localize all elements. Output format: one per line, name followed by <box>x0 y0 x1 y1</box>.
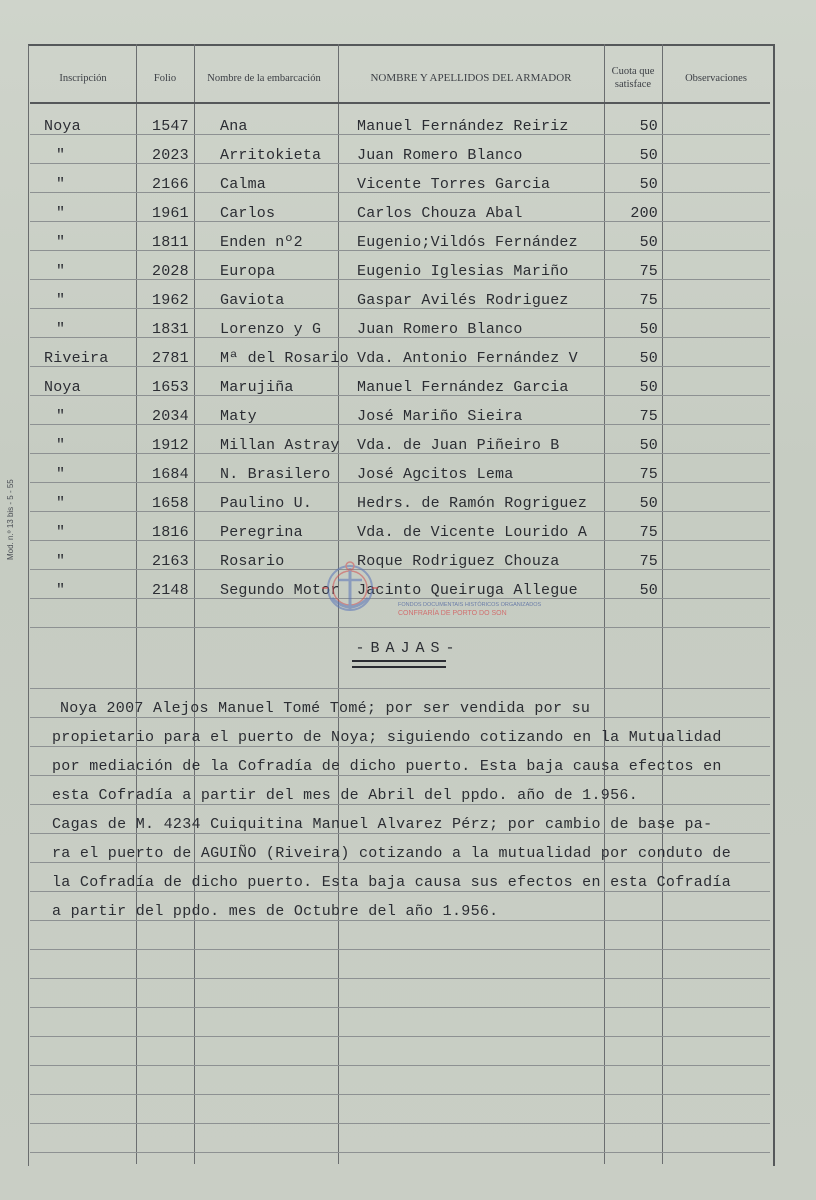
cuota-cell: 75 <box>639 263 658 280</box>
inscripcion-cell: " <box>56 263 66 280</box>
table-row <box>0 234 816 262</box>
cuota-cell: 50 <box>639 118 658 135</box>
armador-cell: Manuel Fernández Reiriz <box>357 118 569 135</box>
inscripcion-cell: " <box>56 524 66 541</box>
cuota-cell: 75 <box>639 466 658 483</box>
header-cuota: Cuota que satisface <box>611 66 655 90</box>
bajas-line: la Cofradía de dicho puerto. Esta baja causa sus efectos en esta Cofradía <box>52 874 732 891</box>
inscripcion-cell: " <box>56 408 66 425</box>
bajas-underline <box>352 660 446 668</box>
folio-cell: 1547 <box>152 118 189 135</box>
armador-cell: Carlos Chouza Abal <box>357 205 523 222</box>
table-row <box>0 147 816 175</box>
inscripcion-cell: " <box>56 147 66 164</box>
armador-cell: Gaspar Avilés Rodriguez <box>357 292 569 309</box>
table-row <box>0 524 816 552</box>
armador-cell: Vicente Torres Garcia <box>357 176 551 193</box>
confraria-seal <box>312 558 388 624</box>
bajas-title: -BAJAS- <box>355 640 461 657</box>
cuota-cell: 50 <box>639 437 658 454</box>
inscripcion-cell: " <box>56 176 66 193</box>
cuota-cell: 50 <box>639 176 658 193</box>
ruled-line <box>30 1094 770 1095</box>
inscripcion-cell: Noya <box>44 118 81 135</box>
cuota-cell: 50 <box>639 495 658 512</box>
folio-cell: 2781 <box>152 350 189 367</box>
folio-cell: 1962 <box>152 292 189 309</box>
armador-cell: Vda. de Juan Piñeiro B <box>357 437 560 454</box>
table-row <box>0 408 816 436</box>
inscripcion-cell: Riveira <box>44 350 109 367</box>
table-row <box>0 379 816 407</box>
embarcacion-cell: Lorenzo y G <box>220 321 322 338</box>
cuota-cell: 200 <box>630 205 658 222</box>
inscripcion-cell: " <box>56 437 66 454</box>
cuota-cell: 75 <box>639 524 658 541</box>
armador-cell: Juan Romero Blanco <box>357 321 523 338</box>
folio-cell: 2034 <box>152 408 189 425</box>
ruled-line <box>30 1065 770 1066</box>
ruled-line <box>30 1036 770 1037</box>
bajas-line: propietario para el puerto de Noya; siguiendo cotizando en la Mutualidad <box>52 729 722 746</box>
embarcacion-cell: Millan Astray <box>220 437 340 454</box>
table-row <box>0 118 816 146</box>
armador-cell: Juan Romero Blanco <box>357 147 523 164</box>
embarcacion-cell: Marujiña <box>220 379 294 396</box>
ruled-line <box>30 1007 770 1008</box>
bajas-line: a partir del ppdo. mes de Octubre del año 1.956. <box>52 903 499 920</box>
embarcacion-cell: Enden nº2 <box>220 234 303 251</box>
table-row <box>0 350 816 378</box>
embarcacion-cell: Europa <box>220 263 276 280</box>
inscripcion-cell: " <box>56 321 66 338</box>
table-row <box>0 321 816 349</box>
folio-cell: 2163 <box>152 553 189 570</box>
cuota-cell: 75 <box>639 408 658 425</box>
inscripcion-cell: " <box>56 582 66 599</box>
cuota-cell: 50 <box>639 234 658 251</box>
cuota-cell: 75 <box>639 292 658 309</box>
bajas-line: Cagas de M. 4234 Cuiquitina Manuel Alvarez Pérz; por cambio de base pa- <box>52 816 713 833</box>
bajas-line: ra el puerto de AGUIÑO (Riveira) cotizando a la mutualidad por conduto de <box>52 845 732 862</box>
bajas-line: por mediación de la Cofradía de dicho puerto. Esta baja causa efectos en <box>52 758 722 775</box>
armador-cell: Vda. de Vicente Lourido A <box>357 524 588 541</box>
embarcacion-cell: Maty <box>220 408 257 425</box>
armador-cell: José Mariño Sieira <box>357 408 523 425</box>
folio-cell: 2166 <box>152 176 189 193</box>
header-inscripcion: Inscripción <box>59 72 107 84</box>
ruled-line <box>30 920 770 921</box>
table-row <box>0 466 816 494</box>
cuota-cell: 50 <box>639 379 658 396</box>
header-nombre-embarcacion: Nombre de la embarcación <box>207 72 321 84</box>
ruled-line <box>30 775 770 776</box>
inscripcion-cell: " <box>56 292 66 309</box>
form-model-note: Mod. n.º 13 bis - 5 - 55 <box>6 479 15 560</box>
armador-cell: Manuel Fernández Garcia <box>357 379 569 396</box>
cuota-cell: 50 <box>639 350 658 367</box>
inscripcion-cell: " <box>56 466 66 483</box>
inscripcion-cell: Noya <box>44 379 81 396</box>
inscripcion-cell: " <box>56 495 66 512</box>
folio-cell: 2023 <box>152 147 189 164</box>
embarcacion-cell: Paulino U. <box>220 495 313 512</box>
folio-cell: 1658 <box>152 495 189 512</box>
header-armador: NOMBRE Y APELLIDOS DEL ARMADOR <box>370 71 572 84</box>
cuota-cell: 50 <box>639 321 658 338</box>
table-row <box>0 205 816 233</box>
ruled-line <box>30 688 770 689</box>
folio-cell: 1961 <box>152 205 189 222</box>
armador-cell: Roque Rodriguez Chouza <box>357 553 560 570</box>
embarcacion-cell: Gaviota <box>220 292 285 309</box>
embarcacion-cell: Peregrina <box>220 524 303 541</box>
cuota-cell: 50 <box>639 582 658 599</box>
inscripcion-cell: " <box>56 205 66 222</box>
ruled-line <box>30 746 770 747</box>
embarcacion-cell: Mª del Rosario <box>220 350 349 367</box>
ruled-line <box>30 978 770 979</box>
ruled-line <box>30 891 770 892</box>
armador-cell: Hedrs. de Ramón Rogriguez <box>357 495 588 512</box>
ruled-line <box>30 949 770 950</box>
embarcacion-cell: Segundo Motor <box>220 582 340 599</box>
embarcacion-cell: Rosario <box>220 553 285 570</box>
header-divider <box>30 102 770 104</box>
ruled-line <box>30 1123 770 1124</box>
ruled-line <box>30 833 770 834</box>
folio-cell: 1653 <box>152 379 189 396</box>
folio-cell: 1831 <box>152 321 189 338</box>
folio-cell: 1684 <box>152 466 189 483</box>
embarcacion-cell: Calma <box>220 176 267 193</box>
armador-cell: Jacinto Queiruga Allegue <box>357 582 578 599</box>
seal-caption: FONDOS DOCUMENTAIS HISTÓRICOS ORGANIZADOS <box>398 602 542 608</box>
ruled-line <box>30 627 770 628</box>
armador-cell: Eugenio;Vildós Fernández <box>357 234 578 251</box>
folio-cell: 2028 <box>152 263 189 280</box>
ruled-line <box>30 804 770 805</box>
table-row <box>0 437 816 465</box>
folio-cell: 1912 <box>152 437 189 454</box>
table-row <box>0 263 816 291</box>
embarcacion-cell: Ana <box>220 118 248 135</box>
header-folio: Folio <box>153 72 177 84</box>
armador-cell: José Agcitos Lema <box>357 466 514 483</box>
embarcacion-cell: Carlos <box>220 205 276 222</box>
armador-cell: Eugenio Iglesias Mariño <box>357 263 569 280</box>
ruled-line <box>30 1152 770 1153</box>
ruled-line <box>30 862 770 863</box>
inscripcion-cell: " <box>56 234 66 251</box>
ruled-line <box>30 717 770 718</box>
bajas-line: esta Cofradía a partir del mes de Abril del ppdo. año de 1.956. <box>52 787 638 804</box>
folio-cell: 2148 <box>152 582 189 599</box>
cuota-cell: 50 <box>639 147 658 164</box>
seal-caption-confraria: CONFRARÍA DE PORTO DO SON <box>398 610 507 617</box>
embarcacion-cell: Arritokieta <box>220 147 322 164</box>
embarcacion-cell: N. Brasilero <box>220 466 331 483</box>
header-observaciones: Observaciones <box>685 72 747 84</box>
folio-cell: 1816 <box>152 524 189 541</box>
table-row <box>0 553 816 581</box>
table-row <box>0 495 816 523</box>
table-row <box>0 176 816 204</box>
folio-cell: 1811 <box>152 234 189 251</box>
inscripcion-cell: " <box>56 553 66 570</box>
table-row <box>0 292 816 320</box>
bajas-line: Noya 2007 Alejos Manuel Tomé Tomé; por ser vendida por su <box>60 700 591 717</box>
armador-cell: Vda. Antonio Fernández V <box>357 350 578 367</box>
cuota-cell: 75 <box>639 553 658 570</box>
